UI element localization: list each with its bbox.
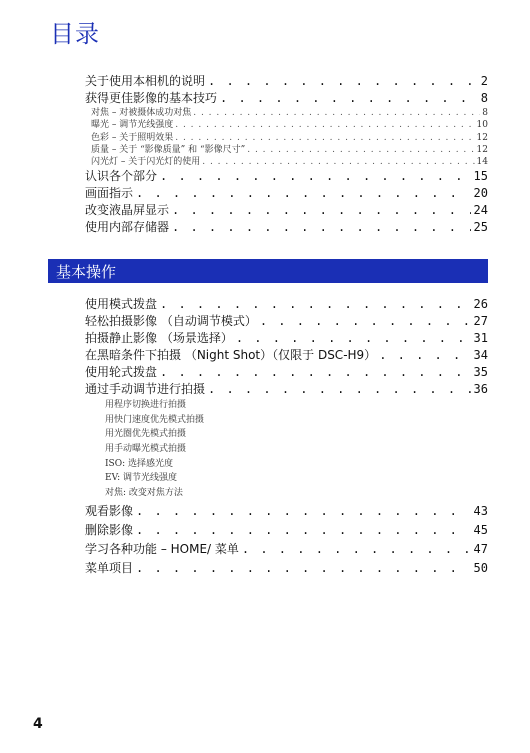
toc-entry[interactable] [85, 502, 488, 521]
toc-subentry-label: 质量 – 关于 “影像质量” 和 “影像尺寸” [91, 144, 246, 155]
toc-entry[interactable] [85, 168, 488, 185]
section-header-bar [48, 259, 488, 283]
dot-leader [175, 119, 474, 131]
toc-entry-page: 47 [473, 542, 488, 556]
dot-leader [193, 107, 480, 119]
toc-entry-label: 改变液晶屏显示 [85, 203, 170, 218]
toc-entry-page: 35 [473, 365, 488, 379]
toc-entry-label: 关于使用本相机的说明 [85, 74, 206, 88]
toc-entry-label: 删除影像 [85, 523, 134, 537]
toc-entry[interactable] [85, 347, 488, 364]
toc-entry-page: 45 [473, 523, 488, 537]
toc-subentry[interactable] [85, 132, 488, 144]
toc-entry-label: 拍摄静止影像 （场景选择） [85, 331, 233, 345]
dot-leader [160, 364, 471, 381]
toc-entry[interactable] [85, 185, 488, 202]
toc-subitem[interactable]: ISO: 选择感光度 [105, 458, 173, 469]
toc-entry-page: 26 [473, 297, 488, 311]
toc-entry-label: 轻松拍摄影像 （自动调节模式） [85, 314, 257, 328]
toc-entry-label: 画面指示 [85, 186, 134, 201]
toc-entry-label: 通过手动调节进行拍摄 [85, 382, 206, 396]
dot-leader [160, 168, 471, 185]
toc-entry[interactable] [85, 313, 488, 330]
toc-subitem[interactable]: 用光圈优先模式拍摄 [105, 429, 187, 440]
section-title: 基本操作 [56, 263, 117, 281]
toc-entry-label: 使用模式拨盘 [85, 297, 158, 311]
toc-subentry-label: 曝光 – 调节光线强度 [91, 120, 174, 131]
dot-leader [236, 330, 471, 347]
dot-leader [136, 521, 471, 540]
toc-subentry[interactable] [85, 119, 488, 131]
toc-entry-page: 20 [473, 186, 488, 201]
toc-entry-page: 24 [473, 203, 488, 218]
dot-leader [208, 381, 471, 398]
dot-leader [172, 219, 471, 236]
toc-subentry[interactable] [85, 107, 488, 119]
toc-entry[interactable] [85, 90, 488, 107]
toc-entry-page: 25 [473, 220, 488, 235]
toc-entry[interactable] [85, 540, 488, 559]
page-number: 4 [33, 716, 43, 732]
dot-leader [202, 156, 474, 168]
toc-subentry-label: 色彩 – 关于照明效果 [91, 132, 174, 143]
toc-subitem[interactable]: EV: 调节光线强度 [105, 473, 178, 484]
toc-entry-page: 36 [473, 382, 488, 396]
toc-entry[interactable] [85, 296, 488, 313]
toc-entry-page: 2 [480, 74, 488, 88]
dot-leader [175, 132, 474, 144]
dot-leader [242, 540, 471, 559]
toc-subentry-page: 12 [476, 144, 488, 155]
toc-entry[interactable] [85, 73, 488, 90]
toc-subitem[interactable]: 用程序切换进行拍摄 [105, 400, 187, 410]
toc-entry[interactable] [85, 364, 488, 381]
page-title: 目录 [50, 20, 100, 48]
toc-entry[interactable] [85, 521, 488, 540]
toc-entry-label: 菜单项目 [85, 561, 134, 575]
toc-subitem[interactable]: 对焦: 改变对焦方法 [105, 488, 183, 499]
toc-entry-label: 认识各个部分 [85, 169, 158, 184]
toc-entry-page: 50 [473, 561, 488, 575]
toc-entry-label: 获得更佳影像的基本技巧 [85, 91, 218, 105]
toc-group-basic-operations [85, 296, 488, 501]
dot-leader [208, 73, 478, 90]
dot-leader [260, 313, 471, 330]
toc-entry-label: 使用轮式拨盘 [85, 365, 158, 379]
toc-entry-label: 使用内部存储器 [85, 220, 170, 235]
toc-entry-page: 8 [480, 91, 488, 105]
toc-entry-page: 43 [473, 504, 488, 518]
dot-leader [160, 296, 471, 313]
toc-subentry-page: 12 [476, 132, 488, 143]
toc-entry[interactable] [85, 559, 488, 578]
toc-group-more [85, 502, 488, 578]
toc-entry[interactable] [85, 381, 488, 398]
toc-subitem[interactable]: 用快门速度优先模式拍摄 [105, 414, 205, 425]
toc-entry-label: 学习各种功能 – HOME/ 菜单 [85, 542, 239, 556]
toc-entry-page: 15 [473, 169, 488, 184]
toc-entry-page: 34 [473, 348, 488, 362]
toc-group-intro [85, 73, 488, 236]
toc-subentry[interactable] [85, 144, 488, 156]
dot-leader [172, 202, 471, 219]
toc-subentry-label: 闪光灯 – 关于闪光灯的使用 [91, 157, 201, 168]
toc-subentry-page: 10 [476, 120, 488, 131]
toc-entry[interactable] [85, 330, 488, 347]
toc-subentry-page: 8 [482, 108, 488, 118]
toc-subitem[interactable]: 用手动曝光模式拍摄 [105, 444, 187, 455]
toc-entry[interactable] [85, 202, 488, 219]
toc-entry-label: 在黑暗条件下拍摄 （Night Shot）（仅限于 DSC-H9） [85, 348, 377, 362]
dot-leader [136, 185, 471, 202]
toc-entry-label: 观看影像 [85, 504, 134, 518]
toc-subentry-label: 对焦 – 对被摄体成功对焦 [91, 108, 192, 118]
dot-leader [136, 502, 471, 521]
toc-entry-page: 27 [473, 314, 488, 328]
toc-entry-page: 31 [473, 331, 488, 345]
dot-leader [136, 559, 471, 578]
toc-entry[interactable] [85, 219, 488, 236]
dot-leader [247, 144, 474, 156]
toc-subentry[interactable] [85, 156, 488, 168]
toc-subentry-page: 14 [476, 157, 488, 168]
dot-leader [220, 90, 478, 107]
dot-leader [379, 347, 470, 364]
